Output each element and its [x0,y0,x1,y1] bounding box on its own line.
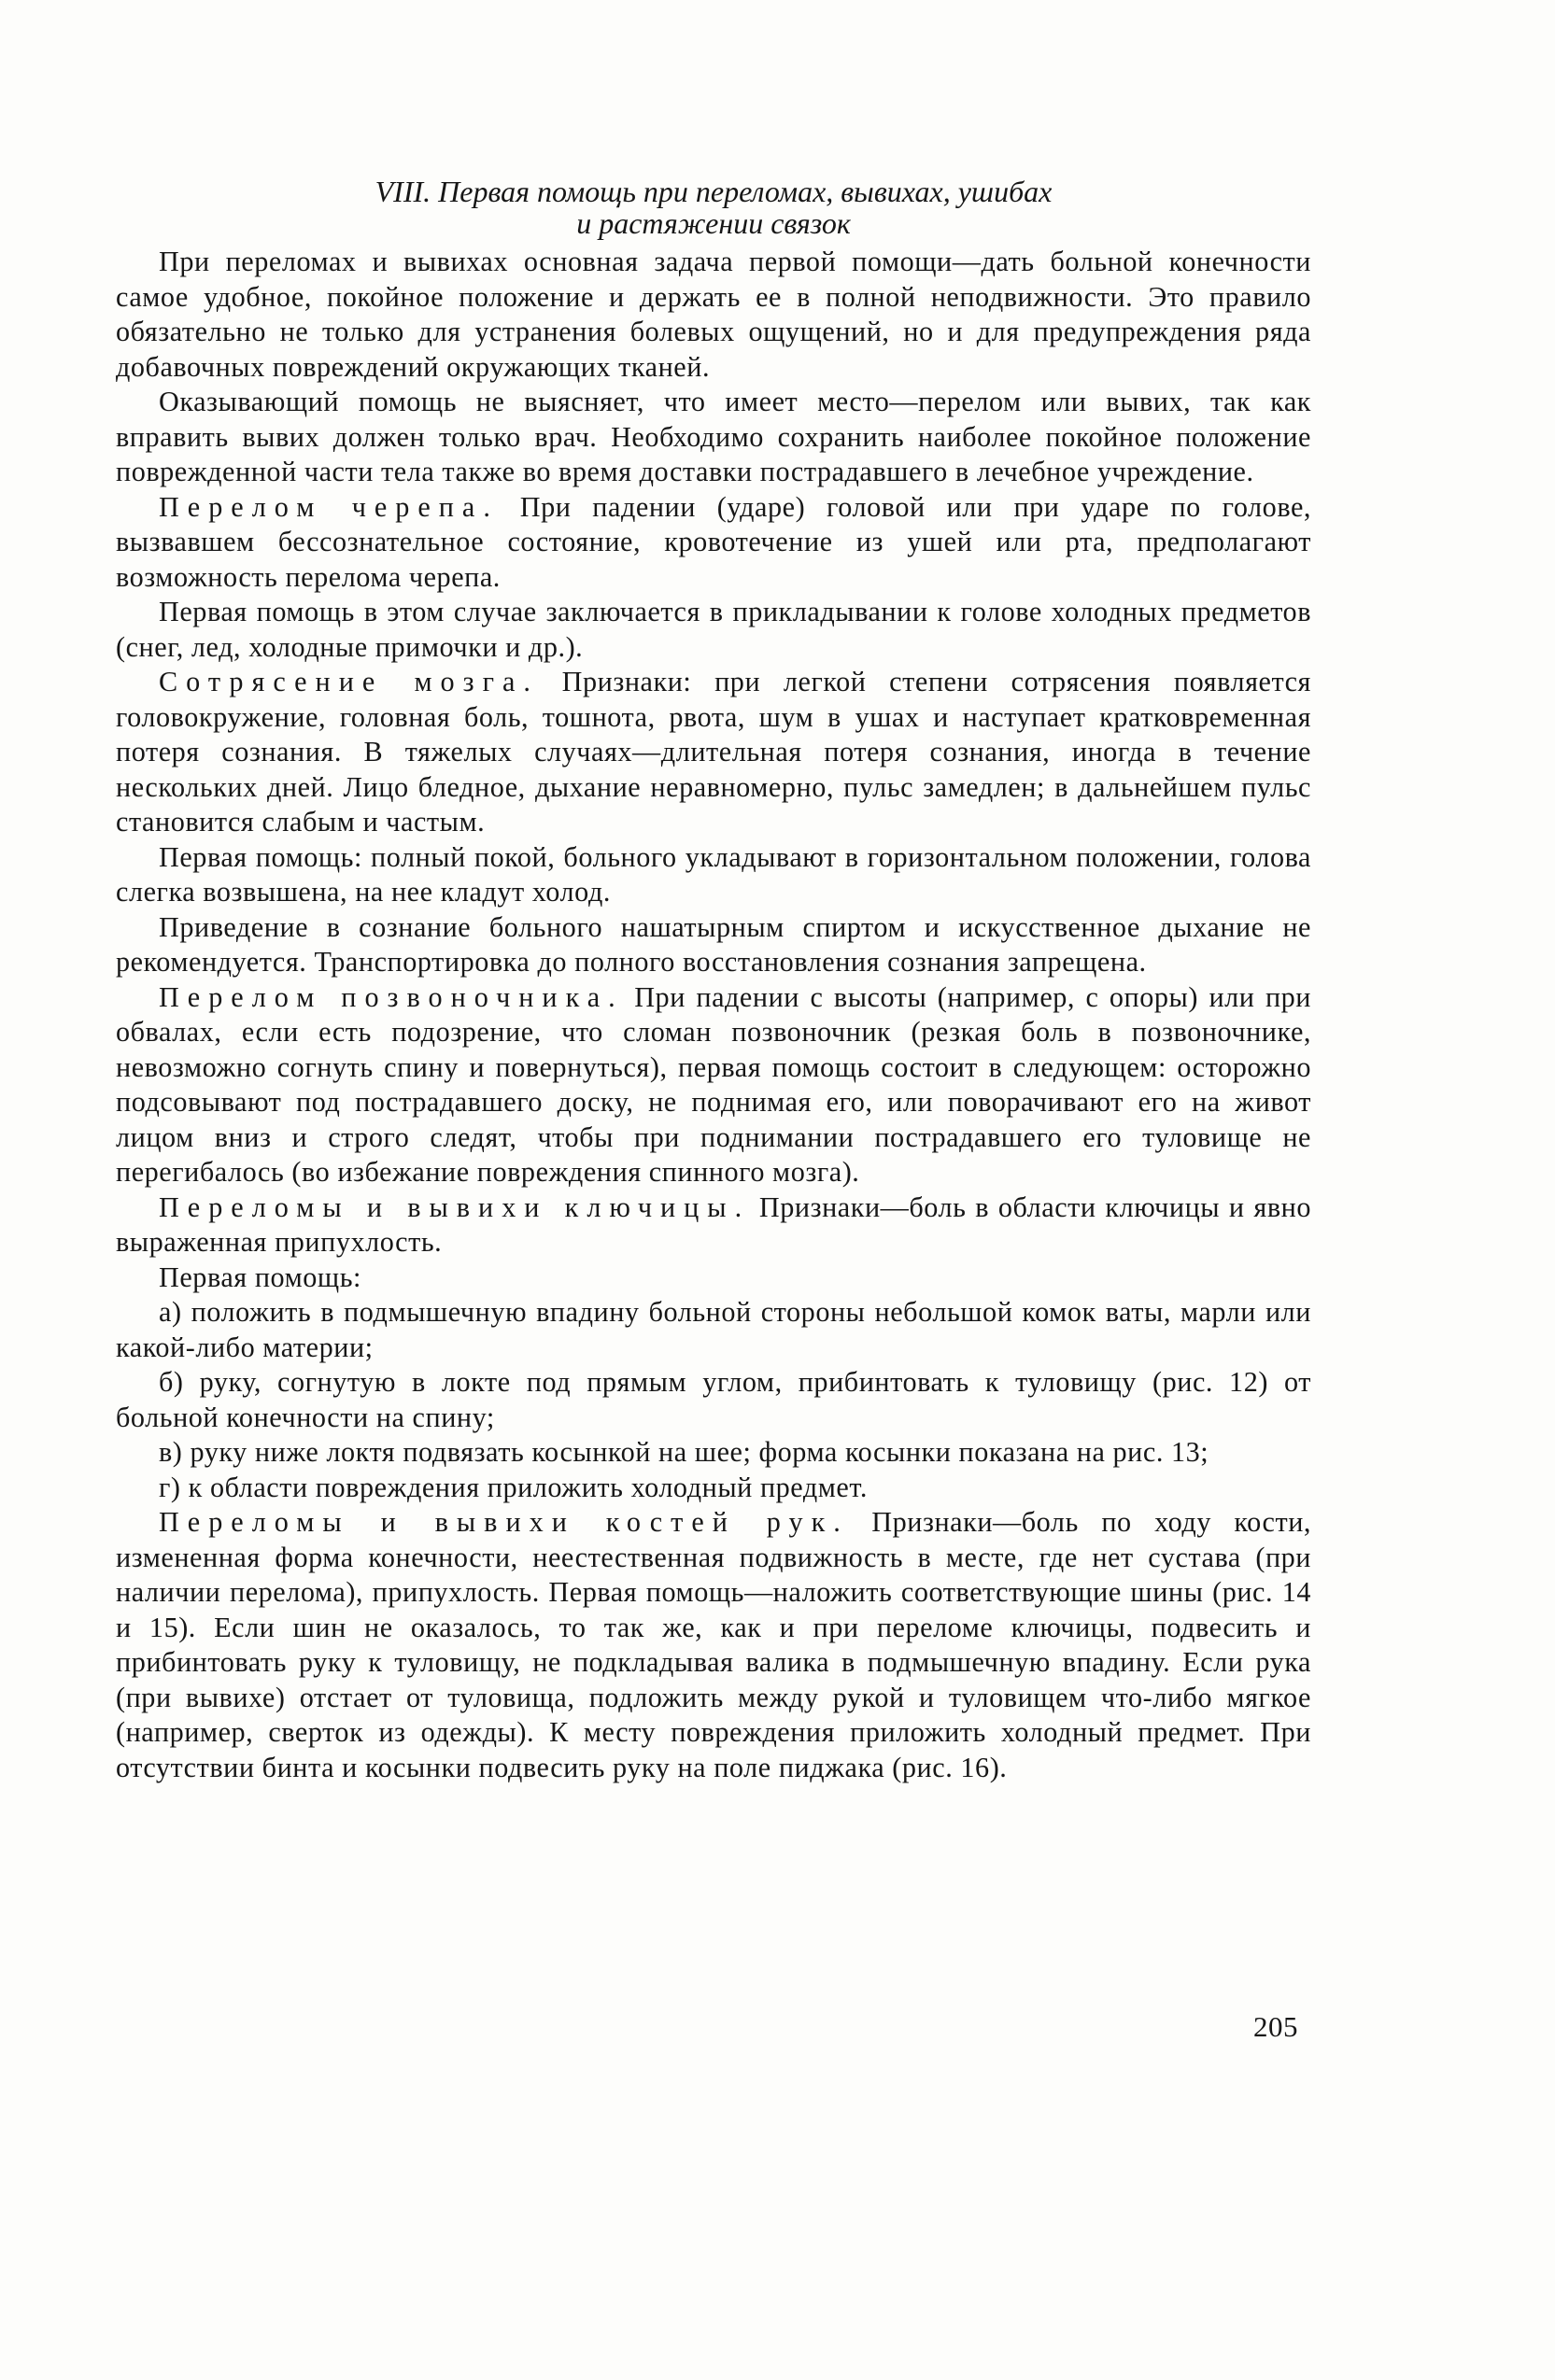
paragraph-text: Оказывающий помощь не выясняет, что имеет место—перелом или вывих, так как вправить вывих должен только врач. Необходимо сохранить наиболее покойное положение поврежденной части тела также во время доставки пострадавшего в лечебное учреждение. [116,386,1311,487]
paragraph-text: Приведение в сознание больного нашатырным спиртом и искусственное дыхание не рекомендуется. Транспортировка до полного восстановления сознания запрещена. [116,910,1311,978]
paragraph [116,910,1311,980]
paragraph [116,490,1311,596]
paragraph-text: г) к области повреждения приложить холодный предмет. [159,1471,868,1503]
paragraph-lead: Переломы и вывихи костей рук. [159,1506,849,1538]
text-block [116,176,1311,1785]
paragraph-text: Первая помощь в этом случае заключается в прикладывании к голове холодных предметов (снег, лед, холодные примочки и др.). [116,596,1311,663]
list-item [116,1435,1311,1471]
paragraph [116,245,1311,385]
paragraph [116,1260,1311,1296]
paragraph-text: Признаки—боль в области ключицы и явно выраженная припухлость. [116,1190,1311,1258]
paragraph-text: в) руку ниже локтя подвязать косынкой на шее; форма косынки показана на рис. 13; [159,1436,1209,1468]
paragraph-lead: Переломы и вывихи ключицы. [159,1190,751,1223]
paragraph [116,840,1311,910]
paragraph [116,1505,1311,1785]
paragraph-text: Признаки: при легкой степени сотрясения появляется головокружение, головная боль, тошнота, рвота, шум в ушах и наступает кратковременная потеря сознания. В тяжелых случаях—длительная потеря сознания, иногда в течение нескольких дней. Лицо бледное, дыхание неравномерно, пульс замедлен; в дальнейшем пульс становится слабым и частым. [116,666,1311,838]
page-number: 205 [1253,2010,1298,2043]
paragraph [116,595,1311,665]
paragraph [116,385,1311,490]
paragraph-text: Первая помощь: полный покой, больного укладывают в горизонтальном положении, голова слегка возвышена, на нее кладут холод. [116,840,1311,908]
paragraph-text: При падении (ударе) головой или при ударе по голове, вызвавшем бессознательное состояние, кровотечение из ушей или рта, предполагают возможность перелома черепа. [116,490,1311,593]
paragraph [116,1190,1311,1260]
paragraph-text: Первая помощь: [159,1260,361,1293]
paragraph-lead: Перелом черепа. [159,490,499,523]
paragraph-lead: Сотрясение мозга. [159,666,539,697]
paragraph-text: При переломах и вывихах основная задача первой помощи—дать больной конечности самое удобное, покойное положение и держать ее в полной неподвижности. Это правило обязательно не только для устранения болевых ощущений, но и для предупреждения ряда добавочных повреждений окружающих тканей. [116,246,1311,383]
heading-line-1: VIII. Первая помощь при переломах, вывихах, ушибах [375,175,1053,208]
paragraph [116,980,1311,1190]
paragraph [116,665,1311,840]
paragraph-text: б) руку, согнутую в локте под прямым углом, прибинтовать к туловищу (рис. 12) от больной конечности на спину; [116,1366,1311,1433]
list-item [116,1295,1311,1365]
heading-line-2: и растяжении связок [576,206,851,240]
list-item [116,1471,1311,1506]
paragraph-lead: Перелом позвоночника. [159,980,624,1013]
list-item [116,1365,1311,1435]
paragraph-text: При падении с высоты (например, с опоры) или при обвалах, если есть подозрение, что сломан позвоночник (резкая боль в позвоночнике, невозможно согнуть спину и повернуться), первая помощь состоит в следующем: осторожно подсовывают под пострадавшего доску, не поднимая его, или поворачивают его на живот лицом вниз и строго следят, чтобы при поднимании пострадавшего его туловище не перегибалось (во избежание повреждения спинного мозга). [116,980,1311,1188]
section-heading [116,176,1311,239]
paragraph-text: а) положить в подмышечную впадину больной стороны небольшой комок ваты, марли или какой-либо материи; [116,1296,1311,1363]
paragraph-text: Признаки—боль по ходу кости, измененная форма конечности, неестественная подвижность в месте, где нет сустава (при наличии перелома), припухлость. Первая помощь—наложить соответствующие шины (рис. 14 и 15). Если шин не оказалось, то так же, как и при переломе ключицы, подвесить и прибинтовать руку к туловищу, не подкладывая валика в подмышечную впадину. Если рука (при вывихе) отстает от туловища, подложить между рукой и туловищем что-либо мягкое (например, сверток из одежды). К месту повреждения приложить холодный предмет. При отсутствии бинта и косынки подвесить руку на поле пиджака (рис. 16). [116,1506,1311,1783]
